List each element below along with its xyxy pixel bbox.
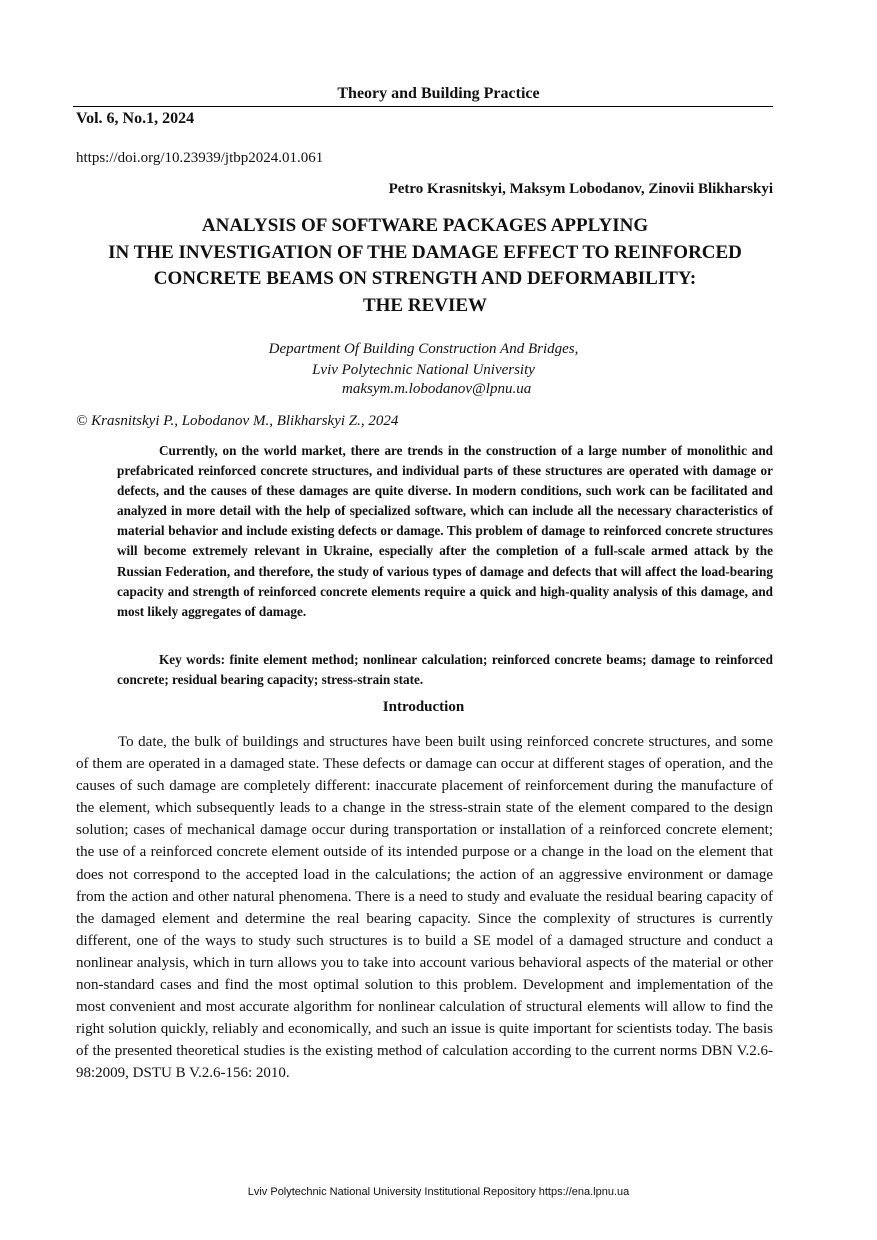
repository-footer: Lviv Polytechnic National University Institutional Repository https://ena.lpnu.ua (247, 1186, 630, 1198)
keywords: Key words: finite element method; nonlinear calculation; reinforced concrete beams; damage to reinforced concrete; residual bearing capacity; stress-strain state. (117, 652, 773, 687)
paper-title (60, 213, 790, 319)
title-line: IN THE INVESTIGATION OF THE DAMAGE EFFECT TO REINFORCED (108, 241, 742, 263)
title-line: THE REVIEW (362, 294, 488, 316)
abstract: Currently, on the world market, there are trends in the construction of a large number of monolithic and prefabricated reinforced concrete structures, and individual parts of these structures are operated with damage or defects, and the causes of these damages are quite diverse. In modern conditions, such work can be facilitated and analyzed in more detail with the help of specialized software, which can include all the necessary characteristics of material behavior and include existing defects or damage. This problem of damage to reinforced concrete structures will become extremely relevant in Ukraine, especially after the completion of a full-scale armed attack by the Russian Federation, and therefore, the study of various types of damage and defects that will affect the load-bearing capacity and strength of reinforced concrete elements require a quick and high-quality analysis of this damage, and most likely aggregates of damage. (117, 443, 773, 619)
introduction-paragraph: To date, the bulk of buildings and structures have been built using reinforced concrete structures, and some of them are operated in a damaged state. These defects or damage can occur at different stages of operation, and the causes of such damage are completely different: inaccurate placement of reinforcement during the manufacture of the element, which subsequently leads to a change in the stress-strain state of the element compared to the design solution; cases of mechanical damage occur during transportation or installation of a reinforced concrete element; the use of a reinforced concrete element outside of its intended purpose or a change in the load on the element that does not correspond to the accepted load in the calculations; the action of an aggressive environment or damage from the action and other natural phenomena. There is a need to study and evaluate the residual bearing capacity of the damaged element and determine the real bearing capacity. Since the complexity of structures is currently different, one of the ways to study such structures is to build a SE model of a damaged structure and conduct a nonlinear analysis, which in turn allows you to take into account various behavioral aspects of the material or other non-standard cases and find the most optimal solution to this problem. Development and implementation of the most convenient and most accurate algorithm for nonlinear calculation of structural elements will allow to find the right solution quickly, reliably and economically, and such an issue is quite important for scientists today. The basis of the presented theoretical studies is the existing method of calculation according to the current norms DBN V.2.6-98:2009, DSTU B V.2.6-156: 2010. (76, 734, 773, 1082)
section-heading-introduction: Introduction (382, 699, 465, 715)
affiliation-department: Department Of Building Construction And Bridges, (268, 341, 579, 357)
header-divider (73, 106, 773, 107)
doi-link[interactable]: https://doi.org/10.23939/jtbp2024.01.061 (76, 150, 324, 166)
affiliation (200, 339, 647, 381)
volume-info: Vol. 6, No.1, 2024 (76, 110, 195, 127)
copyright-notice: © Krasnitskyi P., Lobodanov M., Blikharskyi Z., 2024 (76, 413, 399, 429)
title-line: ANALYSIS OF SOFTWARE PACKAGES APPLYING (201, 215, 649, 236)
authors: Petro Krasnitskyi, Maksym Lobodanov, Zinovii Blikharskyi (388, 181, 773, 197)
journal-name: Theory and Building Practice (337, 85, 540, 102)
affiliation-university: Lviv Polytechnic National University (312, 362, 535, 378)
author-email[interactable]: maksym.m.lobodanov@lpnu.ua (342, 381, 532, 397)
title-line: CONCRETE BEAMS ON STRENGTH AND DEFORMABILITY: (153, 268, 697, 289)
